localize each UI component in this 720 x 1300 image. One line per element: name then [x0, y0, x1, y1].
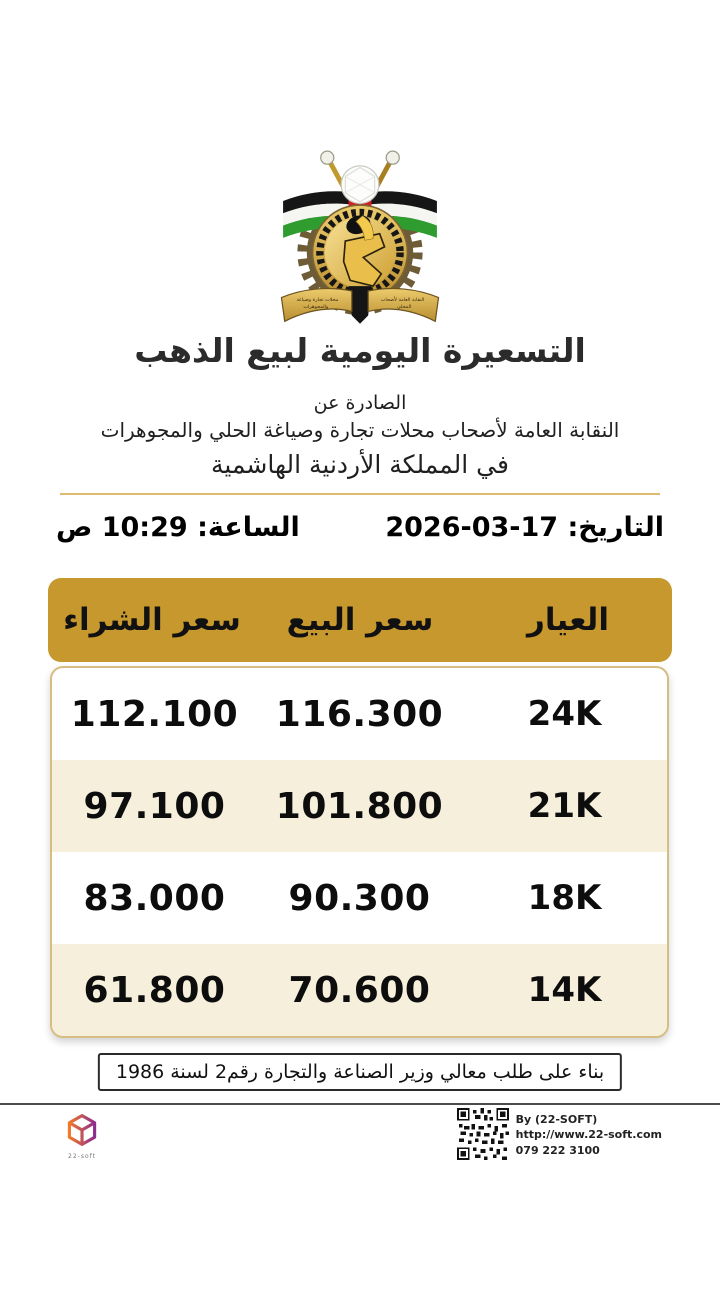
- gold-divider: [60, 493, 660, 495]
- time-text: 10:29 ص: [56, 512, 188, 543]
- jordan-jewelers-emblem-icon: [270, 142, 450, 332]
- price-table-header: [48, 578, 672, 662]
- page-title: التسعيرة اليومية لبيع الذهب: [134, 331, 586, 370]
- gem-icon: [341, 166, 379, 204]
- time-label: الساعة:: [197, 512, 300, 543]
- karat-value: 18K: [527, 878, 602, 918]
- sell-price: 101.800: [275, 785, 444, 827]
- credit-block: [457, 1108, 662, 1160]
- date-value: [385, 512, 664, 543]
- column-header-sell: سعر البيع: [286, 602, 434, 638]
- credit-by: By (22-SOFT): [515, 1113, 598, 1126]
- credit-phone: 079 222 3100: [515, 1143, 600, 1157]
- association-emblem: [270, 142, 450, 336]
- buy-price: 112.100: [70, 693, 239, 735]
- credit-url: http://www.22-soft.com: [515, 1128, 662, 1142]
- table-row: [52, 668, 667, 760]
- buy-price: 97.100: [83, 785, 226, 827]
- sell-price: 116.300: [275, 693, 444, 735]
- column-header-karat: العيار: [527, 602, 609, 638]
- footer-divider: [0, 1103, 720, 1105]
- qr-code-icon: [457, 1108, 509, 1160]
- ribbon-right-text-1: النقابة العامة لأصحاب: [380, 296, 425, 303]
- issued-by-label: الصادرة عن: [313, 392, 407, 414]
- credit-lines: [516, 1108, 662, 1158]
- datetime-row: [56, 512, 664, 543]
- ribbon-right-text-2: المحلي: [396, 304, 412, 311]
- association-name: النقابة العامة لأصحاب محلات تجارة وصياغة الحلي والمجوهرات: [100, 418, 620, 442]
- buy-price: 61.800: [83, 969, 226, 1011]
- table-row: [52, 852, 667, 944]
- company-logo-caption: 22-soft: [68, 1153, 96, 1160]
- gold-medallion-icon: [313, 205, 408, 300]
- karat-value: 24K: [527, 694, 602, 734]
- time-value: [56, 512, 300, 543]
- date-label: التاريخ:: [567, 512, 664, 543]
- cube-logo-icon: [64, 1112, 100, 1148]
- karat-value: 21K: [527, 786, 602, 826]
- column-header-buy: سعر الشراء: [63, 602, 241, 638]
- buy-price: 83.000: [83, 877, 226, 919]
- price-table-body: [50, 666, 669, 1038]
- ribbon-left-text-2: والمجوهرات: [303, 304, 329, 311]
- company-logo: [60, 1112, 104, 1160]
- sell-price: 70.600: [288, 969, 431, 1011]
- sell-price: 90.300: [288, 877, 431, 919]
- table-row: [52, 944, 667, 1036]
- karat-value: 14K: [527, 970, 602, 1010]
- ribbon-left-text-1: محلات تجارة وصياغة: [296, 296, 339, 303]
- footnote-box: بناء على طلب معالي وزير الصناعة والتجارة رقم2 لسنة 1986: [98, 1053, 622, 1091]
- country-name: في المملكة الأردنية الهاشمية: [211, 450, 509, 479]
- table-row: [52, 760, 667, 852]
- banner-ribbons-icon: [281, 286, 438, 324]
- date-text: 17-03-2026: [385, 512, 559, 543]
